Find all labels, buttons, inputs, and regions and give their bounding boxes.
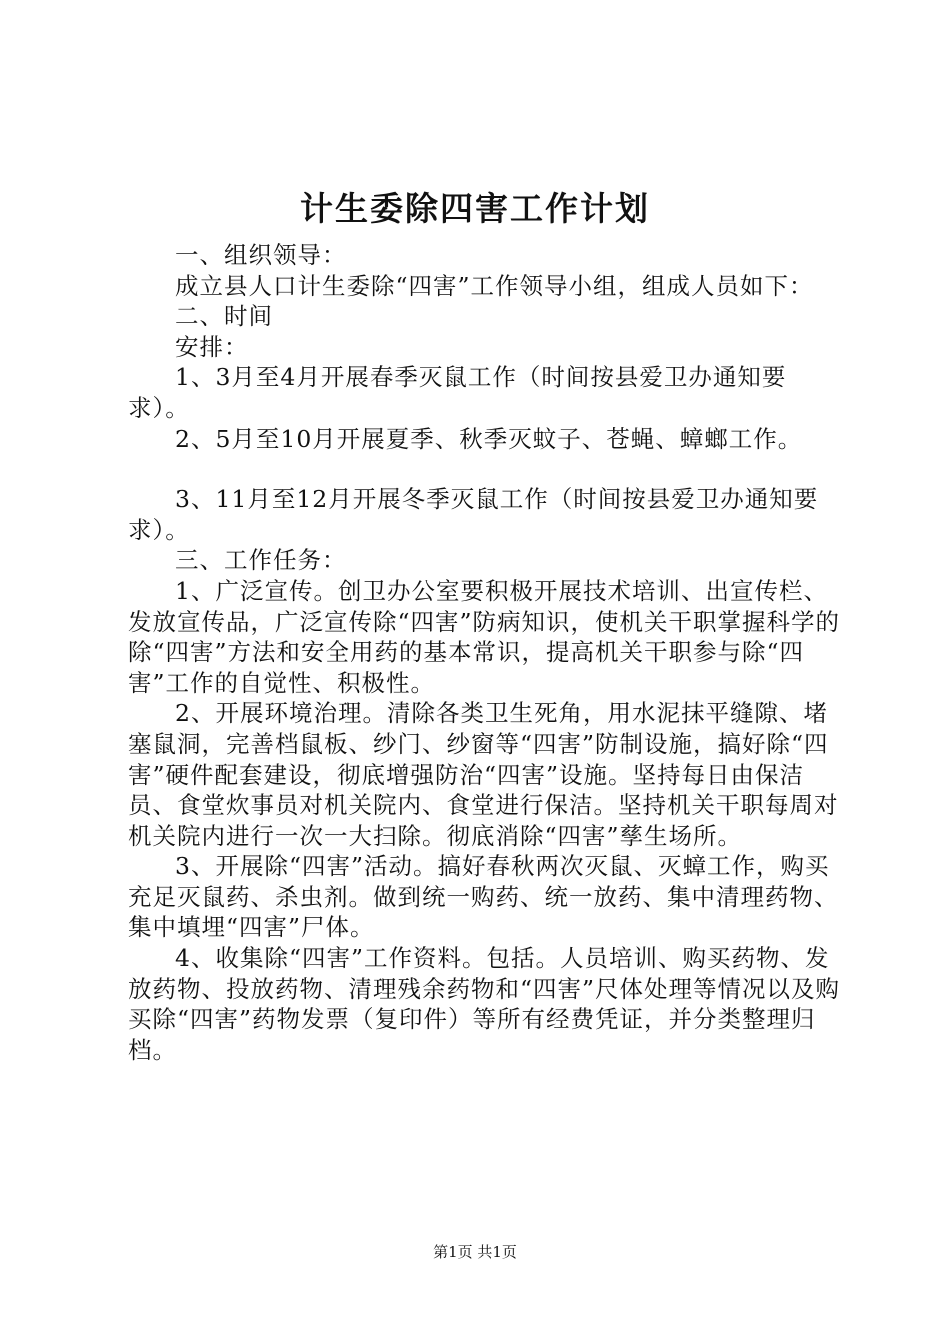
document-body [128, 240, 848, 1065]
paragraph-schedule-label: 安排： [175, 332, 249, 361]
heading-tasks: 三、工作任务： [175, 546, 347, 575]
heading-organization: 一、组织领导： [175, 241, 347, 269]
task-item-1: 1、广泛宣传。创卫办公室要积极开展技术培训、出宣传栏、发放宣传品，广泛宣传除“四害”防病知识，使机关干职掌握科学的除“四害”方法和安全用药的基本常识，提高机关干职参与除“四害”工作的自觉性、积极性。 [128, 576, 841, 697]
heading-time: 二、时间 [175, 302, 273, 331]
schedule-item-1: 1、3月至4月开展春季灭鼠工作（时间按县爱卫办通知要求）。 [128, 363, 787, 422]
document-title: 计生委除四害工作计划 [300, 189, 650, 228]
schedule-item-2: 2、5月至10月开展夏季、秋季灭蚊子、苍蝇、蟑螂工作。 [175, 424, 803, 453]
paragraph-leadership-group: 成立县人口计生委除“四害”工作领导小组，组成人员如下： [175, 271, 814, 300]
schedule-item-3: 3、11月至12月开展冬季灭鼠工作（时间按县爱卫办通知要求）。 [128, 485, 819, 544]
page-footer: 第1页 共1页 [433, 1243, 517, 1261]
task-item-2: 2、开展环境治理。清除各类卫生死角，用水泥抹平缝隙、堵塞鼠洞，完善档鼠板、纱门、纱窗等“四害”防制设施，搞好除“四害”硬件配套建设，彻底增强防治“四害”设施。坚持每日由保洁员、食堂炊事员对机关院内、食堂进行保洁。坚持机关干职每周对机关院内进行一次一大扫除。彻底消除“四害”孳生场所。 [128, 699, 839, 850]
task-item-3: 3、开展除“四害”活动。搞好春秋两次灭鼠、灭蟑工作，购买充足灭鼠药、杀虫剂。做到统一购药、统一放药、集中清理药物、集中填埋“四害”尸体。 [128, 852, 839, 942]
task-item-4: 4、收集除“四害”工作资料。包括。人员培训、购买药物、发放药物、投放药物、清理残余药物和“四害”尺体处理等情况以及购买除“四害”药物发票（复印件）等所有经费凭证，并分类整理归档。 [128, 944, 841, 1064]
